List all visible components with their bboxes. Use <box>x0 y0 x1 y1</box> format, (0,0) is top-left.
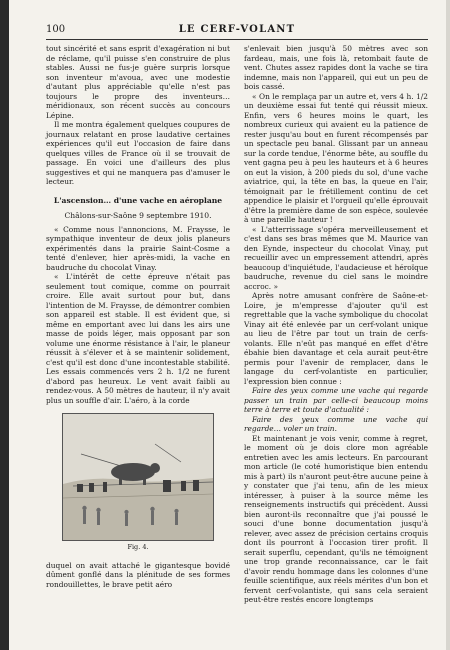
paragraph: s'enlevait bien jusqu'à 50 mètres avec son fardeau, mais, une fois là, retombait faute de vent. Chutes assez rapides dont la vache se tira indemne, mais non l'appareil, qui eut un peu de bois cassé. <box>244 44 428 91</box>
right-column <box>244 44 428 605</box>
page-header <box>46 24 428 38</box>
paragraph: Et maintenant je vois venir, comme à regret, le moment où je dois clore mon agréable entretien avec les amis lecteurs. En parcourant mon article (le coté humoristique bien entendu mis à part) ils n'auront peut-être aucune peine à y constater que j'ai tenu, afin de les mieux intéresser, à puiser à la source même les renseignements instructifs qui précèdent. Aussi bien auront-ils reconnaître que j'ai poussé le souci d'une bonne documentation jusqu'à relever, avec assez de précision certains croquis dont ils pourront à l'occasion tirer profit. Il serait superflu, cependant, qu'ils ne témoignent une trop grande reconnaissance, car le fait d'avoir rendu hommage dans les colonnes d'une feuille scientifique, aux réels mérites d'un bon et fervent cerf-volantiste, qui sans cela seraient peut-être restés encore longtemps <box>244 433 428 604</box>
scan-edge-right <box>446 0 450 650</box>
running-title: LE CERF-VOLANT <box>178 24 296 35</box>
header-rule <box>46 39 428 40</box>
quote-line: Faire des yeux comme une vache qui regarde… voler un train. <box>244 414 428 433</box>
paragraph: « On le remplaça par un autre et, vers 4 h. 1/2 un deuxième essai fut tenté qui réussit mieux. Enfin, vers 6 heures moins le quart, les nombreux curieux qui avaient eu la patience de rester jusqu'au bout en furent récompensés par un spectacle peu banal. Glissant par un anneau sur la corde tendue, l'énorme bête, au souffle du vent gagna peu à peu les hauteurs et à 6 heures on eut la vision, à 200 pieds du sol, d'une vache aviatrice, qui, la tête en bas, la queue en l'air, témoignait par le frétillement continu de cet appendice le plaisir et l'orgueil qu'elle éprouvait d'être la première dame de son espèce, soulevée à une pareille hauteur ! <box>244 91 428 224</box>
paragraph: tout sincérité et sans esprit d'exagération ni but de réclame, qu'il puisse s'en construire de plus stables. Aussi ne fus-je guère surpris lorsque son inventeur m'avoua, avec une modestie d'autant plus appréciable qu'elle n'est pas toujours le propre des inventeurs… méridionaux, son récent succès au concours Lépine. <box>46 44 230 120</box>
paragraph: Il me montra également quelques coupures de journaux relatant en prose laudative certaines expériences qu'il eut l'occasion de faire dans quelques villes de France où il se trouvait de passage. En voici une d'ailleurs des plus suggestives et qui ne manquera pas d'amuser le lecteur. <box>46 120 230 186</box>
scan-edge-shadow <box>0 0 9 650</box>
quote-line: Faire des yeux comme une vache qui regarde passer un train par celle-ci beaucoup moins terre à terre et toute d'actualité : <box>244 386 428 414</box>
left-column <box>46 44 230 589</box>
figure-caption: Fig. 4. <box>127 543 149 551</box>
paragraph: duquel on avait attaché le gigantesque bovidé dûment gonflé dans la plénitude de ses formes rondouillettes, le brave petit aéro <box>46 560 230 589</box>
dateline: Châlons-sur-Saône 9 septembre 1910. <box>64 211 212 220</box>
kite-cow-engraving <box>63 414 213 540</box>
paragraph: « Comme nous l'annoncions, M. Fraysse, le sympathique inventeur de deux jolis planeurs expérimentés dans la prairie Saint-Cosme a tenté d'enlever, hier après-midi, la vache en baudruche du chocolat Vinay. <box>46 224 230 272</box>
paragraph: Après notre amusant confrère de Saône-et-Loire, je m'empresse d'ajouter qu'il est regrettable que la vache symbolique du chocolat Vinay ait été enlevée par un cerf-volant unique au lieu de l'être par tout un train de cerfs-volants. Elle n'eût pas manqué en effet d'être ébahie bien davantage et cela aurait peut-être permis pour l'avenir de remplacer, dans le langage du cerf-volantiste en particulier, l'expression bien connue : <box>244 291 428 386</box>
page-number: 100 <box>46 24 66 35</box>
paragraph: « L'intérêt de cette épreuve n'était pas seulement tout comique, comme on pourrait croire. Elle avait surtout pour but, dans l'intention de M. Fraysse, de démontrer combien son appareil est stable. Il est évident que, si même en emportant avec lui dans les airs une masse de poids léger, mais opposant par son volume une énorme résistance à l'air, le planeur réussit à s'élever et à se maintenir solidement, c'est qu'il est donc d'une incontestable stabilité. Les essais commencés vers 2 h. 1/2 ne furent d'abord pas heureux. Le vent avait faibli au rendez-vous. A 50 mètres de hauteur, il n'y avait plus un souffle d'air. L'aéro, à la corde <box>46 272 230 405</box>
section-title: L'ascension… d'une vache en aéroplane <box>53 195 223 205</box>
figure-illustration <box>62 413 214 541</box>
paragraph: « L'atterrissage s'opéra merveilleusement et c'est dans ses bras mêmes que M. Maurice van den Eynde, inspecteur du chocolat Vinay, put recueillir avec un empressement attendri, après beaucoup d'inquiétude, l'audacieuse et héroïque baudruche, revenue du ciel sans le moindre accroc. » <box>244 224 428 291</box>
